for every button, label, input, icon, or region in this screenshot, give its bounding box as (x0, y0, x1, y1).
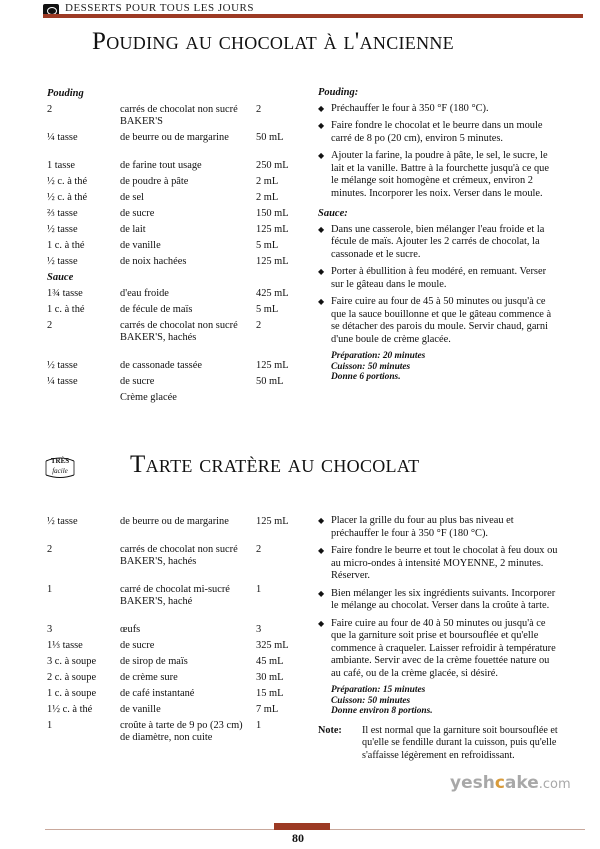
ingredient-quantity: ¼ tasse (47, 132, 78, 143)
watermark (450, 773, 571, 793)
ingredient-quantity: 1 tasse (47, 160, 75, 171)
watermark-part-4: .com (538, 777, 571, 792)
ingredient-quantity: 2 (47, 104, 53, 115)
ingredient-section-label: Pouding (47, 88, 84, 99)
ingredient-quantity: ½ c. à thé (47, 176, 88, 187)
ingredient-metric: 45 mL (256, 656, 284, 667)
ingredient-quantity: 3 (47, 624, 53, 635)
watermark-part-3: ake (504, 773, 539, 793)
ingredient-metric: 3 (256, 624, 262, 635)
ingredient-metric: 325 mL (256, 640, 289, 651)
ingredient-description: de noix hachées (120, 256, 187, 267)
ingredient-quantity: 1 c. à thé (47, 240, 85, 251)
ingredient-metric: 30 mL (256, 672, 284, 683)
recipe-1-timing (318, 351, 558, 383)
diamond-bullet-icon: ◆ (318, 121, 325, 130)
ingredient-description: de beurre ou de margarine (120, 132, 229, 143)
ingredient-section-label: Sauce (47, 272, 74, 283)
running-head-text: DESSERTS POUR TOUS LES JOURS (65, 2, 254, 14)
step-text: Faire fondre le beurre et tout le chocolat à feu doux ou au micro-ondes à intensité MOYENNE, 2 minutes. Réserver. (331, 545, 558, 581)
tarte-step (318, 618, 558, 681)
ingredient-metric: 1 (256, 720, 262, 731)
tarte-step (318, 588, 558, 613)
ingredient-quantity: ½ tasse (47, 516, 78, 527)
pouding-label: Pouding: (318, 87, 359, 98)
ingredient-description: œufs (120, 624, 141, 635)
ingredient-quantity: 1 c. à thé (47, 304, 85, 315)
ingredient-quantity: ¼ tasse (47, 376, 78, 387)
ingredient-description: de crème sure (120, 672, 178, 683)
ingredient-quantity: ⅔ tasse (47, 208, 78, 219)
ingredient-description: de vanille (120, 704, 161, 715)
ingredient-description: de cassonade tassée (120, 360, 202, 371)
ingredient-quantity: ½ tasse (47, 256, 78, 267)
diamond-bullet-icon: ◆ (318, 267, 325, 276)
ingredient-quantity: 1 c. à soupe (47, 688, 97, 699)
diamond-bullet-icon: ◆ (318, 618, 325, 628)
ingredient-metric: 2 (256, 104, 262, 115)
badge-bottom-text: facile (52, 467, 68, 475)
ingredient-description: carré de chocolat mi-sucré BAKER'S, haché (120, 584, 230, 607)
ingredient-metric: 125 mL (256, 360, 289, 371)
ingredient-description: de lait (120, 224, 146, 235)
diamond-bullet-icon: ◆ (318, 546, 325, 555)
ingredient-description: de fécule de maïs (120, 304, 193, 315)
ingredient-description: de sucre (120, 208, 155, 219)
badge-top-text: TRÈS (50, 457, 70, 465)
diamond-bullet-icon: ◆ (318, 103, 325, 113)
ingredient-metric: 15 mL (256, 688, 284, 699)
pouding-step (318, 150, 558, 200)
note-label: Note: (318, 724, 342, 736)
ingredient-description: de sel (120, 192, 144, 203)
ingredient-metric: 2 (256, 544, 262, 555)
ingredient-quantity: 2 c. à soupe (47, 672, 97, 683)
diamond-bullet-icon: ◆ (318, 588, 325, 598)
page-number-tab (274, 823, 330, 830)
ingredient-metric: 2 mL (256, 192, 279, 203)
ingredient-quantity: 3 c. à soupe (47, 656, 97, 667)
ingredient-description: de poudre à pâte (120, 176, 189, 187)
step-text: Bien mélanger les six ingrédients suivants. Incorporer le mélange au chocolat. Verser dans la croûte à tarte. (331, 587, 556, 611)
ingredient-quantity: ½ c. à thé (47, 192, 88, 203)
ingredient-quantity: 1½ c. à thé (47, 704, 93, 715)
ingredient-metric: 5 mL (256, 240, 279, 251)
ingredient-description: croûte à tarte de 9 po (23 cm) de diamètre, non cuite (120, 720, 243, 743)
ingredient-description: de café instantané (120, 688, 195, 699)
ingredient-description: Crème glacée (120, 392, 177, 403)
timing-line: Donne 6 portions. (331, 372, 401, 382)
watermark-part-1: yesh (450, 773, 495, 793)
ingredient-quantity: 2 (47, 320, 53, 331)
ingredient-metric: 2 mL (256, 176, 279, 187)
timing-line: Préparation: 15 minutes (331, 685, 426, 695)
ingredient-quantity: 2 (47, 544, 53, 555)
step-text: Porter à ébullition à feu modéré, en remuant. Verser sur le gâteau dans le moule. (331, 266, 547, 290)
sauce-step (318, 224, 558, 262)
header-rule (43, 14, 583, 18)
timing-line: Préparation: 20 minutes (331, 351, 426, 361)
ingredient-metric: 5 mL (256, 304, 279, 315)
pouding-step (318, 120, 558, 145)
diamond-bullet-icon: ◆ (318, 297, 325, 306)
diamond-bullet-icon: ◆ (318, 516, 325, 525)
ingredient-description: carrés de chocolat non sucré BAKER'S, hachés (120, 320, 238, 343)
tres-facile-badge (44, 453, 76, 481)
ingredient-description: carrés de chocolat non sucré BAKER'S, hachés (120, 544, 238, 567)
ingredient-quantity: ½ tasse (47, 224, 78, 235)
ingredient-quantity: ½ tasse (47, 360, 78, 371)
step-text: Faire cuire au four de 40 à 50 minutes ou jusqu'à ce que la garniture soit prise et boursouflée et qu'elle commence à craqueler. Laisser refroidir à température ambiante. Servir avec de la crème fouettée nature ou au café, ou de la crème glacée, si désiré. (331, 617, 556, 679)
watermark-part-2: c (494, 773, 505, 793)
recipe-1-title: Pouding au chocolat à l'ancienne (92, 28, 454, 55)
step-text: Ajouter la farine, la poudre à pâte, le sel, le sucre, le lait et la vanille. Battre à la fourchette jusqu'à ce que le mélange soit homogène et crémeux, environ 2 minutes. Incorporer les noix. Verser dans le moule. (331, 150, 549, 199)
sauce-step (318, 296, 558, 346)
diamond-bullet-icon: ◆ (318, 224, 325, 234)
timing-line: Cuisson: 50 minutes (331, 695, 411, 706)
ingredient-quantity: 1¾ tasse (47, 288, 83, 299)
step-text: Faire fondre le chocolat et le beurre dans un moule carré de 8 po (20 cm), environ 5 minutes. (331, 120, 543, 144)
ingredient-description: de beurre ou de margarine (120, 516, 229, 527)
page-number: 80 (292, 831, 304, 845)
recipe-2-title: Tarte cratère au chocolat (130, 451, 420, 478)
running-header (43, 0, 583, 22)
ingredient-metric: 50 mL (256, 132, 284, 143)
ingredient-description: de sirop de maïs (120, 656, 188, 667)
diamond-bullet-icon: ◆ (318, 151, 325, 160)
note-text: Il est normal que la garniture soit boursouflée et qu'elle se fendille durant la cuisson, puis qu'elle s'affaisse légèrement en refroidissant. (362, 724, 558, 761)
tarte-step (318, 515, 558, 540)
ingredient-metric: 125 mL (256, 256, 289, 267)
ingredient-metric: 150 mL (256, 208, 289, 219)
ingredient-description: de farine tout usage (120, 160, 202, 171)
ingredient-description: de sucre (120, 640, 155, 651)
timing-line: Donne environ 8 portions. (331, 706, 433, 716)
recipe-2-method (318, 515, 558, 762)
ingredient-metric: 425 mL (256, 288, 289, 299)
ingredient-quantity: 1 (47, 720, 53, 731)
step-text: Préchauffer le four à 350 °F (180 °C). (331, 102, 489, 114)
ingredient-metric: 50 mL (256, 376, 284, 387)
recipe-2-note (318, 725, 558, 763)
ingredient-description: d'eau froide (120, 288, 169, 299)
sauce-step (318, 266, 558, 291)
sauce-label: Sauce: (318, 208, 348, 219)
step-text: Dans une casserole, bien mélanger l'eau froide et la fécule de maïs. Ajouter les 2 carrés de chocolat, la cassonade et le sucre. (331, 223, 545, 260)
ingredient-metric: 2 (256, 320, 262, 331)
ingredient-metric: 125 mL (256, 516, 289, 527)
ingredient-metric: 1 (256, 584, 262, 595)
ingredient-metric: 125 mL (256, 224, 289, 235)
step-text: Faire cuire au four de 45 à 50 minutes ou jusqu'à ce que la sauce bouillonne et que le gâteau commence à se détacher des parois du moule. Servir chaud, garni d'une boule de crème glacée. (331, 296, 552, 345)
ingredient-description: de vanille (120, 240, 161, 251)
ingredient-metric: 7 mL (256, 704, 279, 715)
ingredient-metric: 250 mL (256, 160, 289, 171)
tarte-step (318, 545, 558, 583)
pouding-step (318, 103, 558, 116)
step-text: Placer la grille du four au plus bas niveau et préchauffer le four à 350 °F (180 °C). (331, 515, 514, 539)
timing-line: Cuisson: 50 minutes (331, 361, 411, 372)
ingredient-description: carrés de chocolat non sucré BAKER'S (120, 104, 238, 127)
recipe-2-timing (318, 685, 558, 717)
ingredient-quantity: 1⅓ tasse (47, 640, 83, 651)
ingredient-quantity: 1 (47, 584, 53, 595)
ingredient-description: de sucre (120, 376, 155, 387)
recipe-1-method (318, 87, 558, 383)
